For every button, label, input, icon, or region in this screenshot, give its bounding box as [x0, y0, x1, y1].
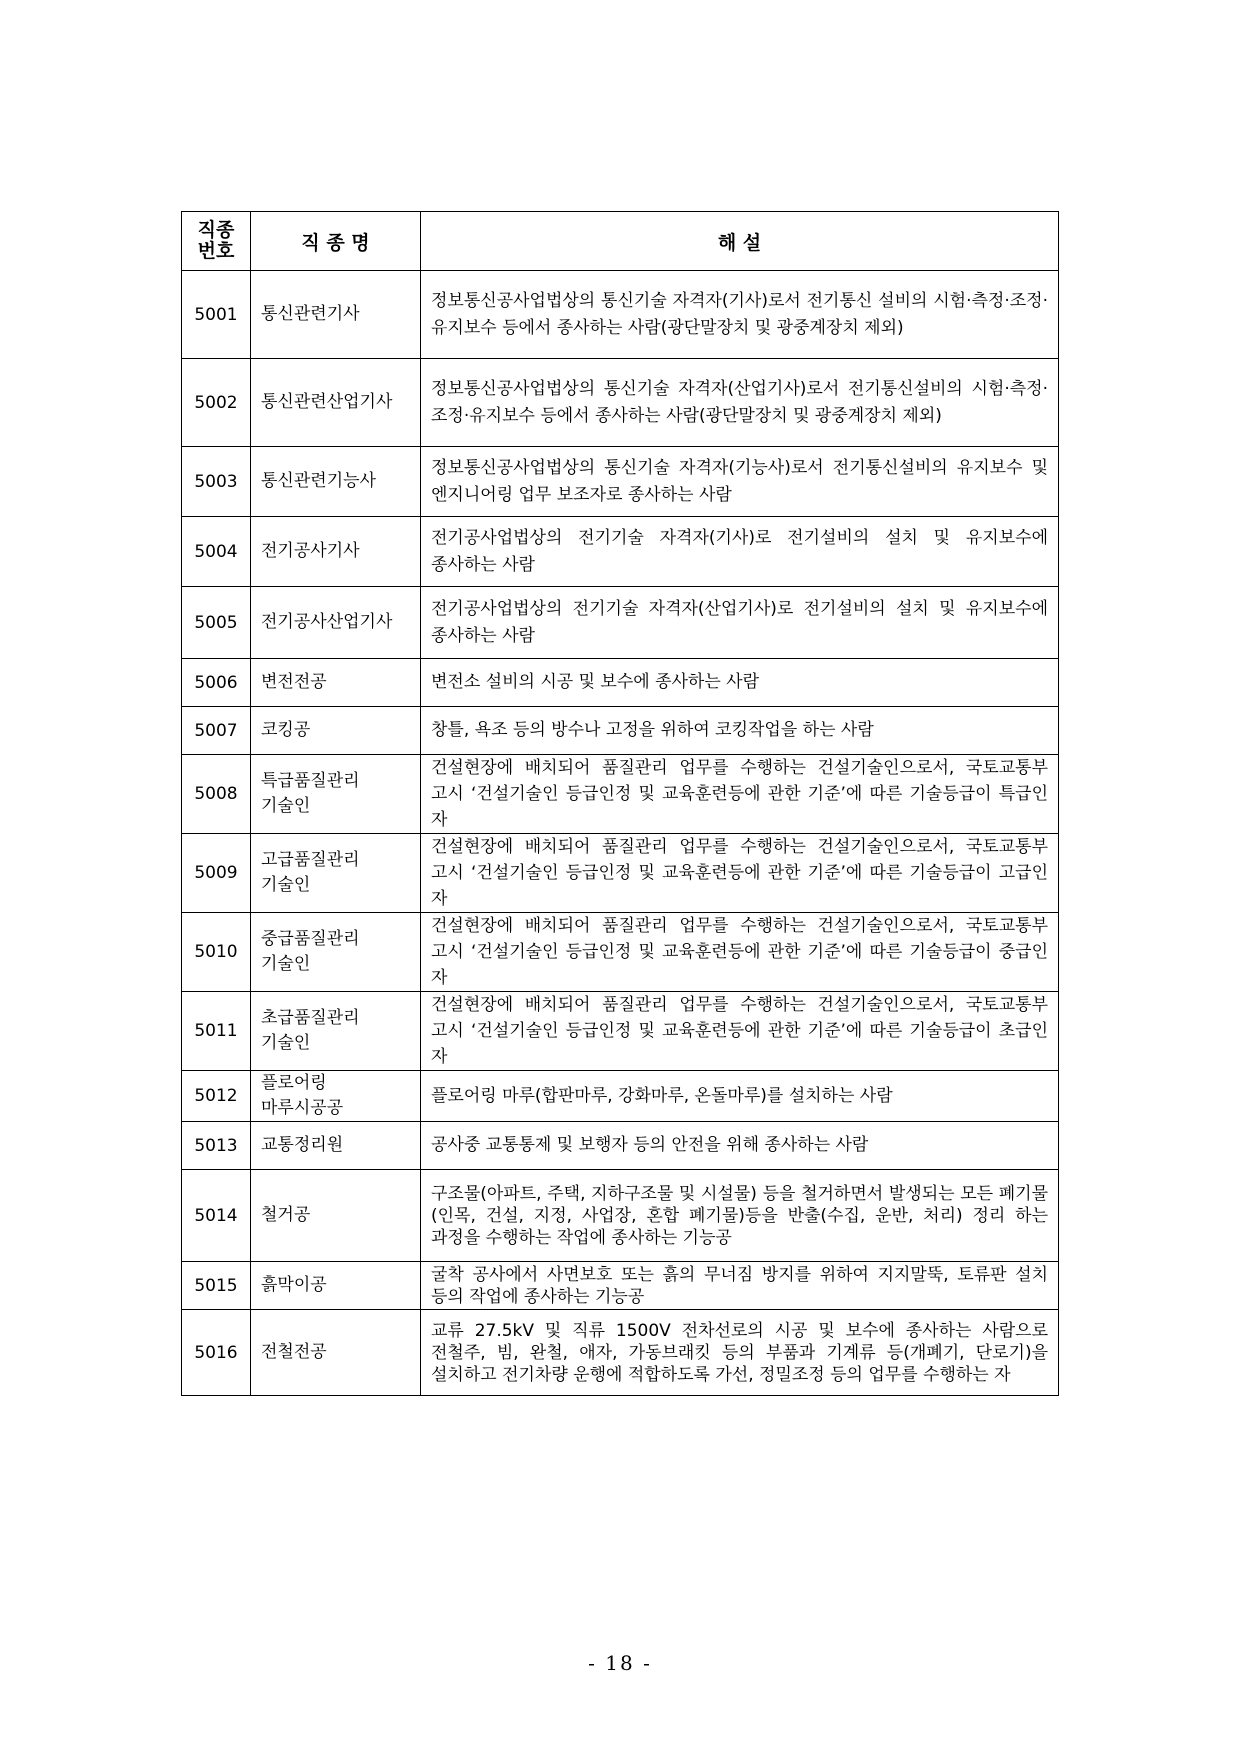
- job-name-line: 전철전공: [261, 1342, 327, 1362]
- job-name-line: 기술인: [261, 796, 311, 816]
- job-code-cell: 5013: [182, 1122, 251, 1170]
- table-header-row: [182, 212, 1059, 271]
- job-code-cell: 5016: [182, 1310, 251, 1396]
- job-name-line: 고급품질관리: [261, 850, 360, 870]
- job-code-cell: 5001: [182, 271, 251, 359]
- job-description-cell: 굴착 공사에서 사면보호 또는 흙의 무너짐 방지를 위하여 지지말뚝, 토류판 설치 등의 작업에 종사하는 기능공: [421, 1262, 1059, 1310]
- table-row: [182, 1122, 1059, 1170]
- job-name-cell: [251, 587, 421, 659]
- table-row: [182, 913, 1059, 992]
- table-row: [182, 447, 1059, 517]
- table-row: [182, 755, 1059, 834]
- job-description-cell: 전기공사업법상의 전기기술 자격자(기사)로 전기설비의 설치 및 유지보수에 종사하는 사람: [421, 517, 1059, 587]
- header-job-code: [182, 212, 251, 271]
- job-code-cell: 5008: [182, 755, 251, 834]
- job-code-cell: 5006: [182, 659, 251, 707]
- job-description-cell: 창틀, 욕조 등의 방수나 고정을 위하여 코킹작업을 하는 사람: [421, 707, 1059, 755]
- job-name-cell: [251, 659, 421, 707]
- job-code-cell: 5003: [182, 447, 251, 517]
- job-name-line: 전기공사산업기사: [261, 612, 393, 632]
- job-name-cell: [251, 1310, 421, 1396]
- job-name-line: 기술인: [261, 1033, 311, 1053]
- table-row: [182, 1310, 1059, 1396]
- job-name-cell: [251, 1262, 421, 1310]
- job-description-cell: 건설현장에 배치되어 품질관리 업무를 수행하는 건설기술인으로서, 국토교통부 고시 ‘건설기술인 등급인정 및 교육훈련등에 관한 기준’에 따른 기술등급이 중급인 자: [421, 913, 1059, 992]
- table-row: [182, 992, 1059, 1071]
- table-row: [182, 1262, 1059, 1310]
- job-name-line: 중급품질관리: [261, 929, 360, 949]
- table-row: [182, 271, 1059, 359]
- job-description-cell: 정보통신공사업법상의 통신기술 자격자(기능사)로서 전기통신설비의 유지보수 및 엔지니어링 업무 보조자로 종사하는 사람: [421, 447, 1059, 517]
- job-name-line: 플로어링: [261, 1073, 327, 1093]
- job-name-cell: [251, 707, 421, 755]
- job-name-cell: [251, 755, 421, 834]
- job-description-cell: 구조물(아파트, 주택, 지하구조물 및 시설물) 등을 철거하면서 발생되는 모든 폐기물(인목, 건설, 지정, 사업장, 혼합 폐기물)등을 반출(수집, 운반, 처리) 정리 하는 과정을 수행하는 작업에 종사하는 기능공: [421, 1170, 1059, 1262]
- table-row: [182, 1170, 1059, 1262]
- job-code-cell: 5010: [182, 913, 251, 992]
- job-description-cell: 정보통신공사업법상의 통신기술 자격자(산업기사)로서 전기통신설비의 시험·측정·조정·유지보수 등에서 종사하는 사람(광단말장치 및 광중계장치 제외): [421, 359, 1059, 447]
- job-name-cell: [251, 271, 421, 359]
- table-row: [182, 834, 1059, 913]
- job-name-line: 기술인: [261, 875, 311, 895]
- job-classification-table: [181, 211, 1059, 1396]
- job-name-cell: [251, 447, 421, 517]
- job-code-cell: 5007: [182, 707, 251, 755]
- job-description-cell: 전기공사업법상의 전기기술 자격자(산업기사)로 전기설비의 설치 및 유지보수에 종사하는 사람: [421, 587, 1059, 659]
- job-name-line: 초급품질관리: [261, 1008, 360, 1028]
- job-name-line: 통신관련산업기사: [261, 392, 393, 412]
- job-name-line: 변전전공: [261, 672, 327, 692]
- job-name-line: 통신관련기능사: [261, 471, 376, 491]
- job-name-line: 교통정리원: [261, 1135, 344, 1155]
- job-name-line: 마루시공공: [261, 1098, 344, 1118]
- job-code-cell: 5005: [182, 587, 251, 659]
- job-name-cell: [251, 834, 421, 913]
- job-name-line: 기술인: [261, 954, 311, 974]
- job-name-cell: [251, 1170, 421, 1262]
- job-code-cell: 5009: [182, 834, 251, 913]
- table-row: [182, 517, 1059, 587]
- job-name-cell: [251, 359, 421, 447]
- job-name-line: 코킹공: [261, 720, 311, 740]
- job-description-cell: 공사중 교통통제 및 보행자 등의 안전을 위해 종사하는 사람: [421, 1122, 1059, 1170]
- job-description-cell: 건설현장에 배치되어 품질관리 업무를 수행하는 건설기술인으로서, 국토교통부 고시 ‘건설기술인 등급인정 및 교육훈련등에 관한 기준’에 따른 기술등급이 고급인 자: [421, 834, 1059, 913]
- job-name-line: 흙막이공: [261, 1275, 327, 1295]
- job-name-cell: [251, 1122, 421, 1170]
- table-row: [182, 359, 1059, 447]
- job-description-cell: 변전소 설비의 시공 및 보수에 종사하는 사람: [421, 659, 1059, 707]
- job-name-line: 전기공사기사: [261, 541, 360, 561]
- table-body: [182, 271, 1059, 1396]
- job-name-line: 철거공: [261, 1205, 311, 1225]
- job-code-cell: 5012: [182, 1071, 251, 1122]
- header-job-name: 직 종 명: [251, 212, 421, 271]
- job-name-cell: [251, 517, 421, 587]
- job-code-cell: 5014: [182, 1170, 251, 1262]
- page-number: - 18 -: [588, 1651, 652, 1675]
- job-name-line: 통신관련기사: [261, 304, 360, 324]
- job-description-cell: 플로어링 마루(합판마루, 강화마루, 온돌마루)를 설치하는 사람: [421, 1071, 1059, 1122]
- table-row: [182, 587, 1059, 659]
- table-row: [182, 1071, 1059, 1122]
- job-code-cell: 5004: [182, 517, 251, 587]
- job-code-cell: 5002: [182, 359, 251, 447]
- job-code-cell: 5011: [182, 992, 251, 1071]
- job-name-cell: [251, 992, 421, 1071]
- header-job-code-line1: 직종: [197, 219, 235, 241]
- job-name-cell: [251, 913, 421, 992]
- job-description-cell: 건설현장에 배치되어 품질관리 업무를 수행하는 건설기술인으로서, 국토교통부 고시 ‘건설기술인 등급인정 및 교육훈련등에 관한 기준’에 따른 기술등급이 초급인 자: [421, 992, 1059, 1071]
- table-row: [182, 707, 1059, 755]
- table-row: [182, 659, 1059, 707]
- job-name-line: 특급품질관리: [261, 771, 360, 791]
- job-description-cell: 건설현장에 배치되어 품질관리 업무를 수행하는 건설기술인으로서, 국토교통부 고시 ‘건설기술인 등급인정 및 교육훈련등에 관한 기준’에 따른 기술등급이 특급인 자: [421, 755, 1059, 834]
- header-job-code-line2: 번호: [197, 240, 235, 262]
- job-description-cell: 정보통신공사업법상의 통신기술 자격자(기사)로서 전기통신 설비의 시험·측정·조정·유지보수 등에서 종사하는 사람(광단말장치 및 광중계장치 제외): [421, 271, 1059, 359]
- job-name-cell: [251, 1071, 421, 1122]
- job-code-cell: 5015: [182, 1262, 251, 1310]
- job-description-cell: 교류 27.5kV 및 직류 1500V 전차선로의 시공 및 보수에 종사하는 사람으로 전철주, 빔, 완철, 애자, 가동브래킷 등의 부품과 기계류 등(개폐기, 단로기)을 설치하고 전기차량 운행에 적합하도록 가선, 정밀조정 등의 업무를 수행하는 자: [421, 1310, 1059, 1396]
- header-description: 해 설: [421, 212, 1059, 271]
